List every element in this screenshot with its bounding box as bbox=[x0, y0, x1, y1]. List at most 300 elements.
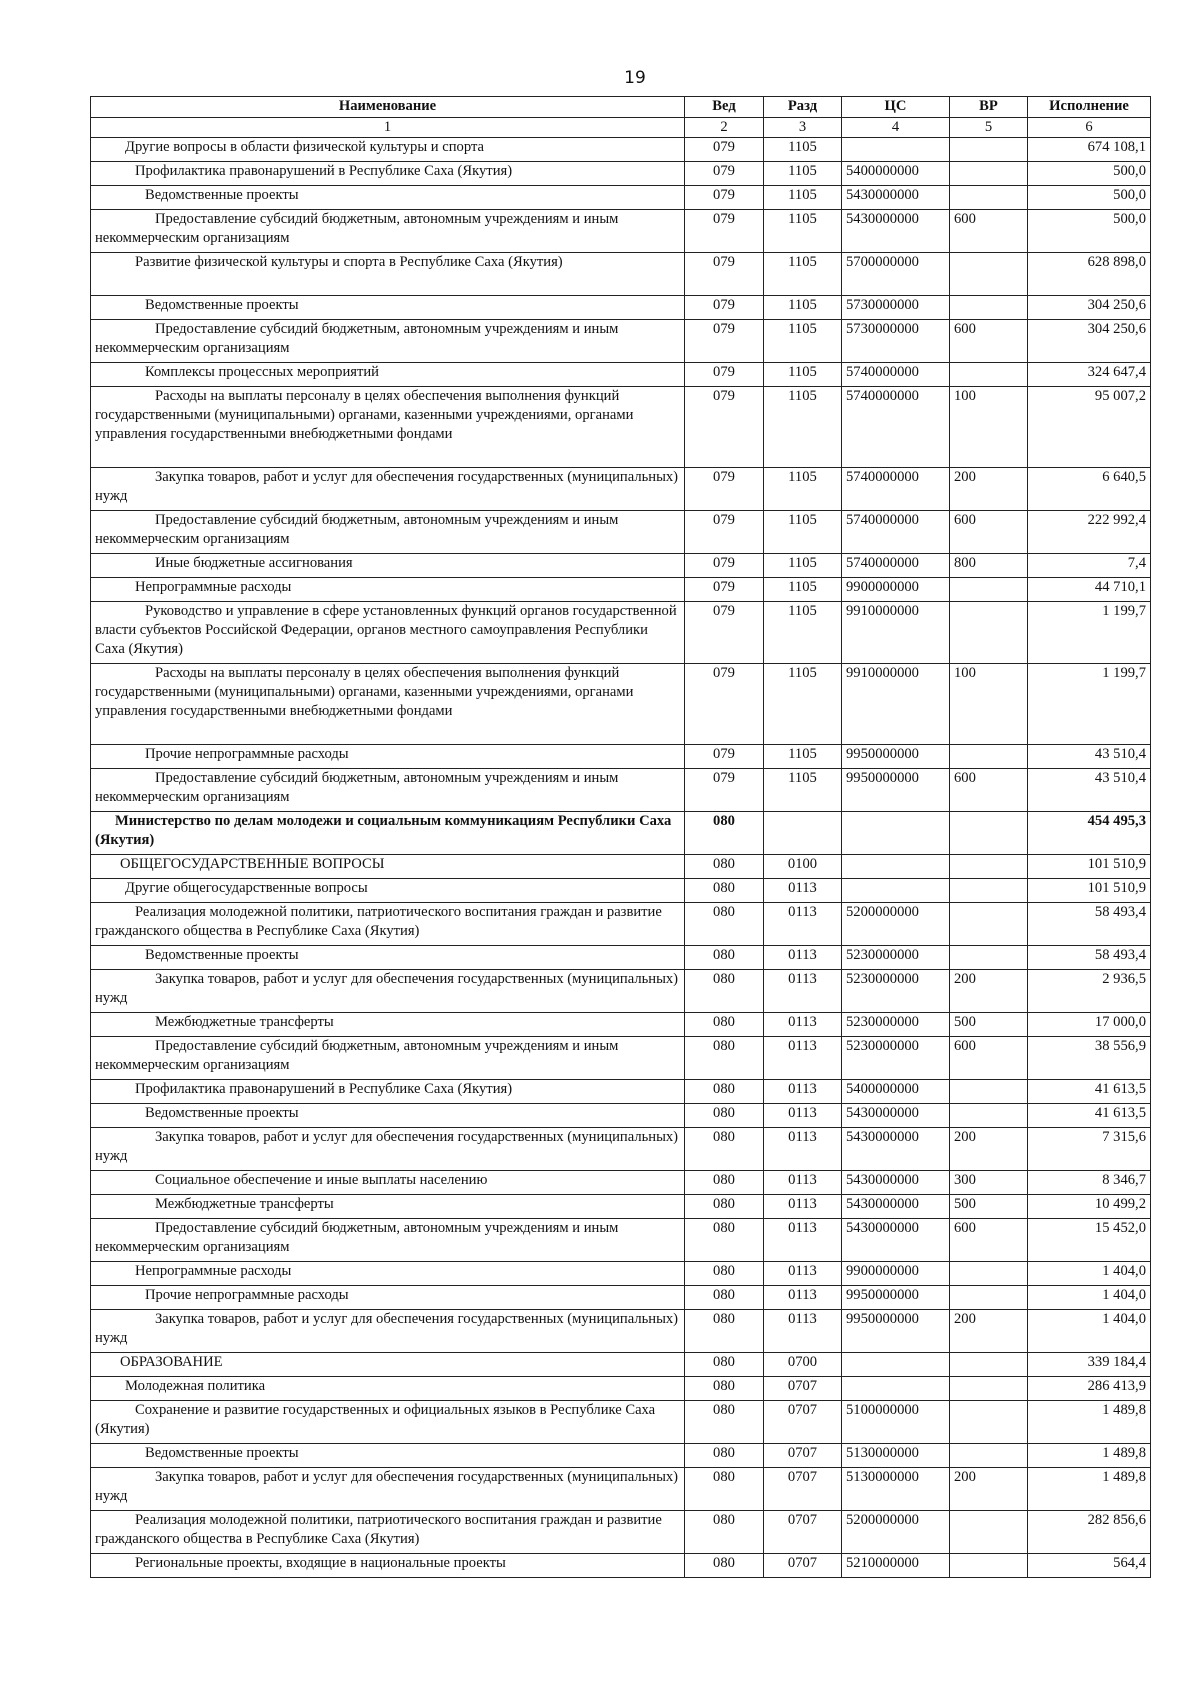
row-razd: 0113 bbox=[764, 903, 842, 946]
row-amount: 1 489,8 bbox=[1028, 1401, 1151, 1444]
row-vr bbox=[950, 1444, 1028, 1468]
row-razd: 1105 bbox=[764, 664, 842, 745]
row-vr: 200 bbox=[950, 1468, 1028, 1511]
table-row bbox=[91, 970, 1151, 1013]
row-ved: 080 bbox=[685, 1104, 764, 1128]
row-cs: 5230000000 bbox=[842, 946, 950, 970]
row-name: Закупка товаров, работ и услуг для обеспечения государственных (муниципальных) нужд bbox=[91, 1310, 685, 1353]
row-amount: 500,0 bbox=[1028, 162, 1151, 186]
row-razd: 1105 bbox=[764, 602, 842, 664]
row-name: Прочие непрограммные расходы bbox=[91, 1286, 685, 1310]
row-razd: 1105 bbox=[764, 210, 842, 253]
row-vr: 100 bbox=[950, 387, 1028, 468]
table-row bbox=[91, 1353, 1151, 1377]
row-vr bbox=[950, 602, 1028, 664]
row-name: ОБЩЕГОСУДАРСТВЕННЫЕ ВОПРОСЫ bbox=[91, 855, 685, 879]
table-row bbox=[91, 162, 1151, 186]
row-ved: 079 bbox=[685, 186, 764, 210]
row-razd: 0707 bbox=[764, 1554, 842, 1578]
table-row bbox=[91, 296, 1151, 320]
row-cs: 5400000000 bbox=[842, 162, 950, 186]
column-number: 1 bbox=[91, 118, 685, 138]
row-vr: 600 bbox=[950, 210, 1028, 253]
row-razd: 0113 bbox=[764, 1171, 842, 1195]
row-ved: 080 bbox=[685, 1171, 764, 1195]
row-razd: 1105 bbox=[764, 162, 842, 186]
row-razd: 0113 bbox=[764, 1080, 842, 1104]
row-ved: 079 bbox=[685, 138, 764, 162]
row-name: Закупка товаров, работ и услуг для обеспечения государственных (муниципальных) нужд bbox=[91, 970, 685, 1013]
row-name: Иные бюджетные ассигнования bbox=[91, 554, 685, 578]
row-vr bbox=[950, 1554, 1028, 1578]
table-row bbox=[91, 664, 1151, 745]
row-cs bbox=[842, 879, 950, 903]
row-amount: 339 184,4 bbox=[1028, 1353, 1151, 1377]
row-ved: 080 bbox=[685, 1262, 764, 1286]
row-ved: 079 bbox=[685, 162, 764, 186]
row-name: Другие вопросы в области физической культуры и спорта bbox=[91, 138, 685, 162]
row-ved: 080 bbox=[685, 1401, 764, 1444]
row-vr bbox=[950, 903, 1028, 946]
row-name: Комплексы процессных мероприятий bbox=[91, 363, 685, 387]
table-row bbox=[91, 1468, 1151, 1511]
row-ved: 080 bbox=[685, 1219, 764, 1262]
row-vr: 200 bbox=[950, 1128, 1028, 1171]
row-ved: 079 bbox=[685, 602, 764, 664]
table-row bbox=[91, 186, 1151, 210]
row-amount: 15 452,0 bbox=[1028, 1219, 1151, 1262]
row-name: Непрограммные расходы bbox=[91, 578, 685, 602]
row-razd: 0707 bbox=[764, 1511, 842, 1554]
row-vr: 500 bbox=[950, 1195, 1028, 1219]
row-ved: 080 bbox=[685, 1353, 764, 1377]
row-amount: 454 495,3 bbox=[1028, 812, 1151, 855]
row-razd: 0113 bbox=[764, 1310, 842, 1353]
row-name: Межбюджетные трансферты bbox=[91, 1013, 685, 1037]
row-amount: 1 489,8 bbox=[1028, 1444, 1151, 1468]
row-name: Предоставление субсидий бюджетным, автономным учреждениям и иным некоммерческим организациям bbox=[91, 210, 685, 253]
table-row bbox=[91, 769, 1151, 812]
row-amount: 58 493,4 bbox=[1028, 946, 1151, 970]
row-vr: 500 bbox=[950, 1013, 1028, 1037]
row-razd: 0100 bbox=[764, 855, 842, 879]
table-row bbox=[91, 210, 1151, 253]
row-amount: 95 007,2 bbox=[1028, 387, 1151, 468]
row-cs: 9950000000 bbox=[842, 1310, 950, 1353]
row-razd: 0113 bbox=[764, 1262, 842, 1286]
row-ved: 079 bbox=[685, 296, 764, 320]
row-name: Расходы на выплаты персоналу в целях обеспечения выполнения функций государственными (муниципальными) органами, казенными учреждениями, органами управления государственными внебюджетными фондами bbox=[91, 664, 685, 745]
row-cs: 5430000000 bbox=[842, 1195, 950, 1219]
row-name: Реализация молодежной политики, патриотического воспитания граждан и развитие гражданского общества в Республике Саха (Якутия) bbox=[91, 1511, 685, 1554]
row-razd: 0700 bbox=[764, 1353, 842, 1377]
row-razd: 1105 bbox=[764, 511, 842, 554]
row-vr bbox=[950, 186, 1028, 210]
table-row bbox=[91, 511, 1151, 554]
row-razd: 1105 bbox=[764, 138, 842, 162]
row-razd bbox=[764, 812, 842, 855]
row-cs: 9950000000 bbox=[842, 1286, 950, 1310]
row-name: Сохранение и развитие государственных и официальных языков в Республике Саха (Якутия) bbox=[91, 1401, 685, 1444]
row-vr bbox=[950, 1080, 1028, 1104]
row-vr: 200 bbox=[950, 970, 1028, 1013]
row-vr bbox=[950, 363, 1028, 387]
row-vr bbox=[950, 1401, 1028, 1444]
row-razd: 1105 bbox=[764, 387, 842, 468]
header-name: Наименование bbox=[91, 97, 685, 118]
row-ved: 080 bbox=[685, 1310, 764, 1353]
header-amount: Исполнение bbox=[1028, 97, 1151, 118]
row-vr: 100 bbox=[950, 664, 1028, 745]
row-amount: 222 992,4 bbox=[1028, 511, 1151, 554]
table-row bbox=[91, 1104, 1151, 1128]
row-amount: 1 404,0 bbox=[1028, 1310, 1151, 1353]
column-number: 5 bbox=[950, 118, 1028, 138]
row-ved: 080 bbox=[685, 1080, 764, 1104]
row-razd: 0707 bbox=[764, 1444, 842, 1468]
row-razd: 0707 bbox=[764, 1377, 842, 1401]
column-number: 3 bbox=[764, 118, 842, 138]
row-razd: 0113 bbox=[764, 1037, 842, 1080]
header-ved: Вед bbox=[685, 97, 764, 118]
row-ved: 079 bbox=[685, 578, 764, 602]
row-amount: 8 346,7 bbox=[1028, 1171, 1151, 1195]
row-name: Региональные проекты, входящие в национальные проекты bbox=[91, 1554, 685, 1578]
row-name: Ведомственные проекты bbox=[91, 296, 685, 320]
row-razd: 0113 bbox=[764, 1128, 842, 1171]
row-name: Ведомственные проекты bbox=[91, 186, 685, 210]
column-number: 6 bbox=[1028, 118, 1151, 138]
row-ved: 079 bbox=[685, 387, 764, 468]
row-cs: 9950000000 bbox=[842, 769, 950, 812]
row-razd: 1105 bbox=[764, 468, 842, 511]
row-ved: 079 bbox=[685, 511, 764, 554]
row-ved: 080 bbox=[685, 903, 764, 946]
table-row bbox=[91, 1171, 1151, 1195]
row-vr bbox=[950, 745, 1028, 769]
row-vr: 600 bbox=[950, 320, 1028, 363]
row-vr bbox=[950, 253, 1028, 296]
row-ved: 079 bbox=[685, 554, 764, 578]
table-row bbox=[91, 1128, 1151, 1171]
row-razd: 0707 bbox=[764, 1468, 842, 1511]
row-cs: 5200000000 bbox=[842, 903, 950, 946]
row-name: Расходы на выплаты персоналу в целях обеспечения выполнения функций государственными (муниципальными) органами, казенными учреждениями, органами управления государственными внебюджетными фондами bbox=[91, 387, 685, 468]
table-row bbox=[91, 1286, 1151, 1310]
row-ved: 080 bbox=[685, 1444, 764, 1468]
row-name: Социальное обеспечение и иные выплаты населению bbox=[91, 1171, 685, 1195]
table-row bbox=[91, 1444, 1151, 1468]
row-ved: 080 bbox=[685, 946, 764, 970]
row-vr bbox=[950, 138, 1028, 162]
row-ved: 079 bbox=[685, 320, 764, 363]
row-name: Профилактика правонарушений в Республике Саха (Якутия) bbox=[91, 1080, 685, 1104]
row-cs: 5430000000 bbox=[842, 1104, 950, 1128]
row-razd: 1105 bbox=[764, 296, 842, 320]
row-cs: 5430000000 bbox=[842, 1128, 950, 1171]
row-amount: 2 936,5 bbox=[1028, 970, 1151, 1013]
row-ved: 080 bbox=[685, 1286, 764, 1310]
row-name: Предоставление субсидий бюджетным, автономным учреждениям и иным некоммерческим организациям bbox=[91, 769, 685, 812]
header-row bbox=[91, 97, 1151, 118]
table-row bbox=[91, 1013, 1151, 1037]
row-cs: 9900000000 bbox=[842, 1262, 950, 1286]
row-amount: 101 510,9 bbox=[1028, 879, 1151, 903]
row-name: Ведомственные проекты bbox=[91, 1104, 685, 1128]
row-amount: 304 250,6 bbox=[1028, 320, 1151, 363]
table-row bbox=[91, 320, 1151, 363]
row-name: Развитие физической культуры и спорта в Республике Саха (Якутия) bbox=[91, 253, 685, 296]
row-vr: 800 bbox=[950, 554, 1028, 578]
header-vr: ВР bbox=[950, 97, 1028, 118]
row-razd: 0113 bbox=[764, 1013, 842, 1037]
row-cs: 5210000000 bbox=[842, 1554, 950, 1578]
row-name: Руководство и управление в сфере установленных функций органов государственной власти субъектов Российской Федерации, органов местного самоуправления Республики Саха (Якутия) bbox=[91, 602, 685, 664]
row-vr bbox=[950, 1104, 1028, 1128]
row-ved: 080 bbox=[685, 1377, 764, 1401]
table-row bbox=[91, 1037, 1151, 1080]
budget-execution-table bbox=[90, 96, 1151, 1578]
row-cs: 5400000000 bbox=[842, 1080, 950, 1104]
row-amount: 304 250,6 bbox=[1028, 296, 1151, 320]
row-name: Предоставление субсидий бюджетным, автономным учреждениям и иным некоммерческим организациям bbox=[91, 511, 685, 554]
row-amount: 43 510,4 bbox=[1028, 745, 1151, 769]
row-amount: 286 413,9 bbox=[1028, 1377, 1151, 1401]
row-cs: 9910000000 bbox=[842, 602, 950, 664]
table-row bbox=[91, 855, 1151, 879]
row-cs: 5230000000 bbox=[842, 970, 950, 1013]
table-row bbox=[91, 138, 1151, 162]
table-row bbox=[91, 1080, 1151, 1104]
row-razd: 1105 bbox=[764, 320, 842, 363]
row-razd: 0113 bbox=[764, 1195, 842, 1219]
row-razd: 0113 bbox=[764, 1219, 842, 1262]
row-cs: 5200000000 bbox=[842, 1511, 950, 1554]
row-vr bbox=[950, 812, 1028, 855]
column-number-row bbox=[91, 118, 1151, 138]
row-amount: 44 710,1 bbox=[1028, 578, 1151, 602]
row-name: Министерство по делам молодежи и социальным коммуникациям Республики Саха (Якутия) bbox=[91, 812, 685, 855]
row-cs: 5130000000 bbox=[842, 1444, 950, 1468]
table-row bbox=[91, 387, 1151, 468]
row-razd: 1105 bbox=[764, 363, 842, 387]
row-amount: 500,0 bbox=[1028, 186, 1151, 210]
row-cs: 5740000000 bbox=[842, 363, 950, 387]
row-amount: 58 493,4 bbox=[1028, 903, 1151, 946]
row-vr: 600 bbox=[950, 1037, 1028, 1080]
row-ved: 080 bbox=[685, 1013, 764, 1037]
row-amount: 1 199,7 bbox=[1028, 602, 1151, 664]
row-razd: 0113 bbox=[764, 1286, 842, 1310]
row-razd: 0707 bbox=[764, 1401, 842, 1444]
row-cs bbox=[842, 1377, 950, 1401]
table-row bbox=[91, 1377, 1151, 1401]
row-cs bbox=[842, 1353, 950, 1377]
table-row bbox=[91, 602, 1151, 664]
row-vr bbox=[950, 1353, 1028, 1377]
row-ved: 080 bbox=[685, 879, 764, 903]
table-row bbox=[91, 1401, 1151, 1444]
row-amount: 101 510,9 bbox=[1028, 855, 1151, 879]
row-ved: 080 bbox=[685, 970, 764, 1013]
row-ved: 080 bbox=[685, 855, 764, 879]
table-row bbox=[91, 1554, 1151, 1578]
table-row bbox=[91, 253, 1151, 296]
row-amount: 41 613,5 bbox=[1028, 1104, 1151, 1128]
row-name: Предоставление субсидий бюджетным, автономным учреждениям и иным некоммерческим организациям bbox=[91, 1037, 685, 1080]
row-vr bbox=[950, 162, 1028, 186]
row-amount: 1 489,8 bbox=[1028, 1468, 1151, 1511]
row-vr bbox=[950, 296, 1028, 320]
table-row bbox=[91, 1219, 1151, 1262]
row-ved: 080 bbox=[685, 812, 764, 855]
table-row bbox=[91, 363, 1151, 387]
row-name: Ведомственные проекты bbox=[91, 946, 685, 970]
row-cs: 9910000000 bbox=[842, 664, 950, 745]
row-vr bbox=[950, 855, 1028, 879]
page-number: 19 bbox=[624, 68, 646, 88]
row-amount: 43 510,4 bbox=[1028, 769, 1151, 812]
row-name: Закупка товаров, работ и услуг для обеспечения государственных (муниципальных) нужд bbox=[91, 1128, 685, 1171]
row-amount: 38 556,9 bbox=[1028, 1037, 1151, 1080]
row-vr bbox=[950, 1286, 1028, 1310]
table-row bbox=[91, 879, 1151, 903]
row-vr bbox=[950, 946, 1028, 970]
table-row bbox=[91, 1262, 1151, 1286]
row-amount: 282 856,6 bbox=[1028, 1511, 1151, 1554]
row-cs: 5230000000 bbox=[842, 1013, 950, 1037]
row-razd: 0113 bbox=[764, 1104, 842, 1128]
header-cs: ЦС bbox=[842, 97, 950, 118]
column-number: 4 bbox=[842, 118, 950, 138]
row-amount: 7 315,6 bbox=[1028, 1128, 1151, 1171]
row-name: Молодежная политика bbox=[91, 1377, 685, 1401]
row-vr bbox=[950, 879, 1028, 903]
row-amount: 41 613,5 bbox=[1028, 1080, 1151, 1104]
row-name: Профилактика правонарушений в Республике Саха (Якутия) bbox=[91, 162, 685, 186]
row-razd: 1105 bbox=[764, 745, 842, 769]
row-ved: 079 bbox=[685, 468, 764, 511]
row-vr bbox=[950, 1511, 1028, 1554]
row-ved: 079 bbox=[685, 745, 764, 769]
row-razd: 1105 bbox=[764, 578, 842, 602]
table-row bbox=[91, 1511, 1151, 1554]
table-row bbox=[91, 554, 1151, 578]
row-amount: 674 108,1 bbox=[1028, 138, 1151, 162]
row-name: Предоставление субсидий бюджетным, автономным учреждениям и иным некоммерческим организациям bbox=[91, 1219, 685, 1262]
row-name: Предоставление субсидий бюджетным, автономным учреждениям и иным некоммерческим организациям bbox=[91, 320, 685, 363]
row-razd: 0113 bbox=[764, 946, 842, 970]
row-cs: 5740000000 bbox=[842, 468, 950, 511]
row-ved: 079 bbox=[685, 210, 764, 253]
table-row bbox=[91, 903, 1151, 946]
row-cs bbox=[842, 812, 950, 855]
row-amount: 17 000,0 bbox=[1028, 1013, 1151, 1037]
row-cs: 5100000000 bbox=[842, 1401, 950, 1444]
row-amount: 500,0 bbox=[1028, 210, 1151, 253]
row-amount: 324 647,4 bbox=[1028, 363, 1151, 387]
row-razd: 1105 bbox=[764, 769, 842, 812]
row-cs: 5430000000 bbox=[842, 186, 950, 210]
row-ved: 079 bbox=[685, 363, 764, 387]
row-cs bbox=[842, 855, 950, 879]
row-amount: 7,4 bbox=[1028, 554, 1151, 578]
row-vr: 200 bbox=[950, 1310, 1028, 1353]
row-amount: 10 499,2 bbox=[1028, 1195, 1151, 1219]
row-cs: 5130000000 bbox=[842, 1468, 950, 1511]
row-amount: 1 404,0 bbox=[1028, 1286, 1151, 1310]
table-row bbox=[91, 468, 1151, 511]
row-cs: 5230000000 bbox=[842, 1037, 950, 1080]
table-row bbox=[91, 745, 1151, 769]
row-cs: 5740000000 bbox=[842, 511, 950, 554]
row-vr: 300 bbox=[950, 1171, 1028, 1195]
row-cs: 5430000000 bbox=[842, 1219, 950, 1262]
row-vr: 200 bbox=[950, 468, 1028, 511]
row-name: Другие общегосударственные вопросы bbox=[91, 879, 685, 903]
row-cs: 5430000000 bbox=[842, 210, 950, 253]
row-razd: 1105 bbox=[764, 186, 842, 210]
row-vr: 600 bbox=[950, 1219, 1028, 1262]
row-cs bbox=[842, 138, 950, 162]
row-ved: 079 bbox=[685, 769, 764, 812]
row-name: ОБРАЗОВАНИЕ bbox=[91, 1353, 685, 1377]
row-amount: 1 404,0 bbox=[1028, 1262, 1151, 1286]
row-vr bbox=[950, 578, 1028, 602]
row-razd: 0113 bbox=[764, 970, 842, 1013]
row-ved: 080 bbox=[685, 1468, 764, 1511]
row-cs: 5730000000 bbox=[842, 320, 950, 363]
row-name: Межбюджетные трансферты bbox=[91, 1195, 685, 1219]
row-name: Прочие непрограммные расходы bbox=[91, 745, 685, 769]
row-razd: 0113 bbox=[764, 879, 842, 903]
row-ved: 080 bbox=[685, 1037, 764, 1080]
row-amount: 6 640,5 bbox=[1028, 468, 1151, 511]
table-body bbox=[91, 138, 1151, 1578]
header-razd: Разд bbox=[764, 97, 842, 118]
column-number: 2 bbox=[685, 118, 764, 138]
row-cs: 5700000000 bbox=[842, 253, 950, 296]
row-vr bbox=[950, 1377, 1028, 1401]
row-cs: 5740000000 bbox=[842, 554, 950, 578]
row-vr: 600 bbox=[950, 769, 1028, 812]
row-amount: 1 199,7 bbox=[1028, 664, 1151, 745]
row-ved: 080 bbox=[685, 1195, 764, 1219]
row-ved: 079 bbox=[685, 253, 764, 296]
row-cs: 9950000000 bbox=[842, 745, 950, 769]
row-name: Ведомственные проекты bbox=[91, 1444, 685, 1468]
row-cs: 5740000000 bbox=[842, 387, 950, 468]
table-row bbox=[91, 1195, 1151, 1219]
row-ved: 080 bbox=[685, 1128, 764, 1171]
row-cs: 9900000000 bbox=[842, 578, 950, 602]
table-row bbox=[91, 578, 1151, 602]
table-row bbox=[91, 946, 1151, 970]
row-razd: 1105 bbox=[764, 253, 842, 296]
table-header bbox=[91, 97, 1151, 138]
row-amount: 628 898,0 bbox=[1028, 253, 1151, 296]
row-ved: 080 bbox=[685, 1511, 764, 1554]
row-ved: 080 bbox=[685, 1554, 764, 1578]
table-row bbox=[91, 1310, 1151, 1353]
row-cs: 5430000000 bbox=[842, 1171, 950, 1195]
row-vr bbox=[950, 1262, 1028, 1286]
row-razd: 1105 bbox=[764, 554, 842, 578]
table-row bbox=[91, 812, 1151, 855]
row-name: Закупка товаров, работ и услуг для обеспечения государственных (муниципальных) нужд bbox=[91, 1468, 685, 1511]
row-ved: 079 bbox=[685, 664, 764, 745]
row-vr: 600 bbox=[950, 511, 1028, 554]
